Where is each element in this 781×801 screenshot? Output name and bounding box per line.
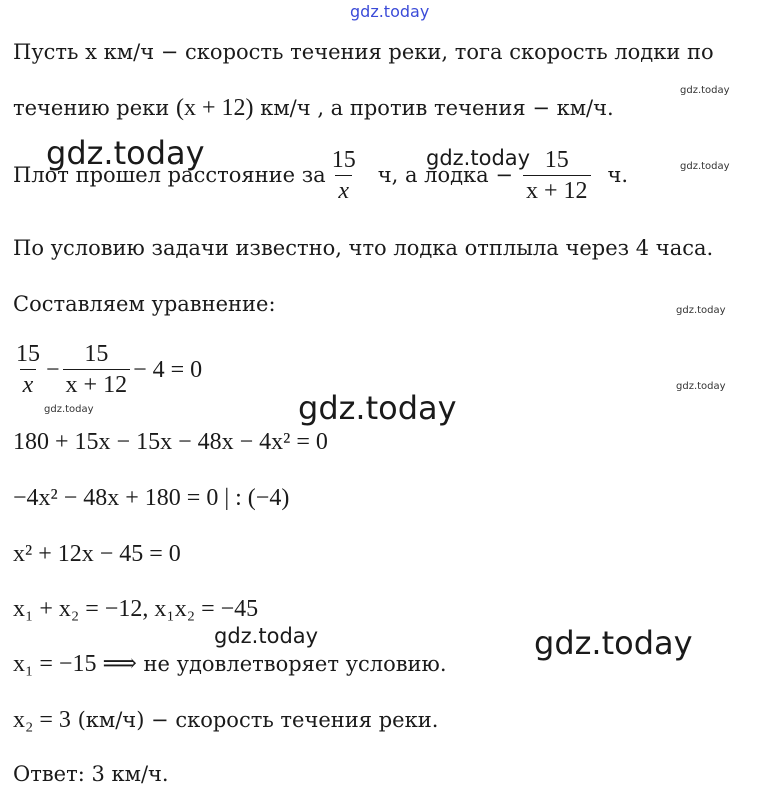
- fraction-raft-time: [329, 148, 359, 203]
- equation-2: 180 + 15x − 15x − 48x − 4x² = 0: [13, 429, 328, 455]
- fraction-numerator: 15: [331, 147, 356, 173]
- text-line-1: Пусть x км/ч − скорость течения реки, тога скорость лодки по: [13, 40, 714, 64]
- watermark-big-1: gdz.today: [46, 134, 205, 172]
- text-line-3-middle: ч, а лодка −: [377, 163, 513, 187]
- minus-sign: −: [46, 356, 60, 383]
- watermark-mid-2: gdz.today: [214, 624, 319, 648]
- fraction-denominator: x: [335, 175, 352, 203]
- text-line-2-end: км/ч , а против течения − км/ч.: [260, 96, 614, 120]
- fraction-15-over-x: $\frac{15}{x}$: [16, 341, 40, 398]
- fraction-15-over-x-plus-12: $\frac{15}{x + 12}$: [63, 342, 131, 397]
- equation-7-math: x₂ = 3: [13, 707, 71, 733]
- watermark-small-4: gdz.today: [676, 381, 726, 392]
- watermark-big-3: gdz.today: [534, 624, 693, 662]
- equation-6-text: не удовлетворяет условию.: [136, 652, 447, 676]
- fraction-boat-time: [523, 148, 591, 203]
- equation-1-tail: − 4 = 0: [133, 356, 203, 383]
- fraction-denominator: x + 12: [523, 175, 591, 203]
- text-line-5: Составляем уравнение:: [13, 292, 276, 316]
- watermark-top: gdz.today: [350, 2, 430, 21]
- text-line-3-end: ч.: [607, 163, 629, 187]
- equation-6-math: x₁ = −15 ⟹: [13, 651, 137, 677]
- equation-5: x₁ + x₂ = −12, x₁x₂ = −45: [13, 596, 259, 622]
- watermark-small-1: gdz.today: [680, 85, 730, 96]
- fraction-numerator: 15: [544, 147, 569, 173]
- text-line-2: [13, 96, 614, 120]
- equation-7-text: (км/ч) − скорость течения реки.: [70, 708, 439, 732]
- text-line-3-start: Плот прошел расстояние за: [13, 163, 326, 187]
- text-line-2-start: течению реки: [13, 96, 170, 120]
- watermark-small-3: gdz.today: [676, 305, 726, 316]
- watermark-mid-1: gdz.today: [426, 146, 531, 170]
- text-line-4: По условию задачи известно, что лодка отплыла через 4 часа.: [13, 236, 714, 260]
- answer-line: Ответ: 3 км/ч.: [13, 762, 169, 786]
- expr-x-plus-12: (x + 12): [176, 95, 254, 121]
- watermark-small-5: gdz.today: [44, 404, 94, 415]
- equation-3: −4x² − 48x + 180 = 0 | : (−4): [13, 485, 290, 511]
- watermark-big-2: gdz.today: [298, 389, 457, 427]
- watermark-small-2: gdz.today: [680, 161, 730, 172]
- equation-4: x² + 12x − 45 = 0: [13, 541, 181, 567]
- equation-6: [13, 652, 447, 676]
- equation-7: [13, 708, 438, 732]
- equation-1: [13, 342, 202, 397]
